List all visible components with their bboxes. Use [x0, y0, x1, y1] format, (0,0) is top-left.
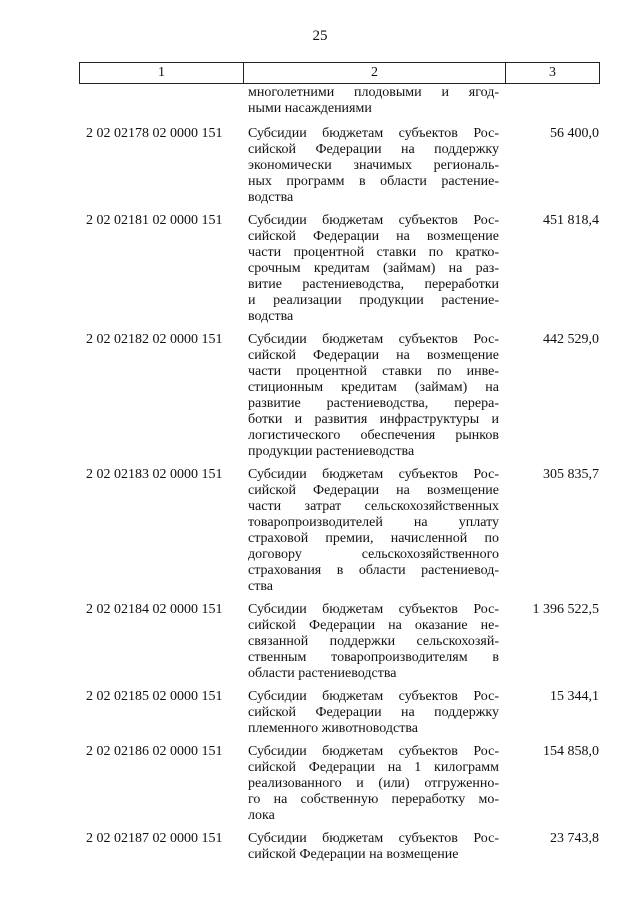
- description-line: логистического обеспечения рынков: [248, 428, 499, 443]
- description-line: страхования в области растениевод-: [248, 563, 499, 578]
- budget-code: [79, 85, 243, 117]
- description-line: сийской Федерации на поддержку: [248, 142, 499, 157]
- description-line: развитие растениеводства, перера-: [248, 396, 499, 411]
- budget-code: 2 02 02182 02 0000 151: [86, 332, 223, 347]
- description-line: срочным кредитам (займам) на раз-: [248, 261, 499, 276]
- description-line: водства: [248, 190, 294, 205]
- budget-code: 2 02 02183 02 0000 151: [86, 467, 223, 482]
- amount: 451 818,4: [543, 213, 599, 228]
- table-row: [79, 467, 600, 595]
- description-line: Субсидии бюджетам субъектов Рос-: [248, 213, 499, 228]
- table-row: [79, 744, 600, 824]
- description-line: сийской Федерации на возмещение: [248, 483, 499, 498]
- description-line: го на собственную переработку мо-: [248, 792, 499, 807]
- description-line: договору сельскохозяйственного: [248, 547, 499, 562]
- amount: 56 400,0: [550, 126, 599, 141]
- description: [243, 332, 505, 460]
- amount: [505, 85, 600, 117]
- table-header: [79, 62, 600, 84]
- description: [243, 85, 505, 117]
- description-line: сийской Федерации на возмещение: [248, 229, 499, 244]
- description-line: части затрат сельскохозяйственных: [248, 499, 499, 514]
- budget-code: 2 02 02178 02 0000 151: [86, 126, 223, 141]
- description-line: ных программ в области растение-: [248, 174, 499, 189]
- description-line: сийской Федерации на 1 килограмм: [248, 760, 499, 775]
- budget-code: 2 02 02181 02 0000 151: [86, 213, 223, 228]
- description-line: сийской Федерации на возмещение: [248, 847, 459, 862]
- header-col-3: 3: [549, 65, 556, 80]
- budget-code: 2 02 02185 02 0000 151: [86, 689, 223, 704]
- header-col-2: 2: [244, 63, 506, 83]
- table-body: [79, 85, 600, 863]
- description-line: многолетними плодовыми и ягод-: [248, 85, 499, 100]
- description: [243, 213, 505, 325]
- description-line: ства: [248, 579, 273, 594]
- table-row: [79, 689, 600, 737]
- amount: 154 858,0: [543, 744, 599, 759]
- description-line: сийской Федерации на поддержку: [248, 705, 499, 720]
- description: [243, 602, 505, 682]
- description-line: страховой премии, начисленной по: [248, 531, 499, 546]
- description: [243, 831, 505, 863]
- description: [243, 744, 505, 824]
- description-line: ственным товаропроизводителям в: [248, 650, 499, 665]
- amount: 23 743,8: [550, 831, 599, 846]
- description-line: витие растениеводства, переработки: [248, 277, 499, 292]
- table-row: [79, 85, 600, 117]
- amount: 1 396 522,5: [532, 602, 599, 617]
- description-line: сийской Федерации на возмещение: [248, 348, 499, 363]
- page-number: 25: [312, 28, 328, 44]
- header-col-1: 1: [80, 63, 244, 83]
- description-line: сийской Федерации на оказание не-: [248, 618, 499, 633]
- description-line: ботки и развития инфраструктуры и: [248, 412, 499, 427]
- amount: 15 344,1: [550, 689, 599, 704]
- description-line: стиционным кредитам (займам) на: [248, 380, 499, 395]
- budget-code: 2 02 02187 02 0000 151: [86, 831, 223, 846]
- budget-code: 2 02 02184 02 0000 151: [86, 602, 223, 617]
- description-line: части процентной ставки по инве-: [248, 364, 499, 379]
- description-line: продукции растениеводства: [248, 444, 415, 459]
- description-line: реализованного и (или) отгруженно-: [248, 776, 499, 791]
- table-row: [79, 332, 600, 460]
- table-row: [79, 213, 600, 325]
- description-line: Субсидии бюджетам субъектов Рос-: [248, 689, 499, 704]
- description: [243, 689, 505, 737]
- description-line: и реализации продукции растение-: [248, 293, 499, 308]
- table-row: [79, 602, 600, 682]
- description: [243, 126, 505, 206]
- description-line: Субсидии бюджетам субъектов Рос-: [248, 744, 499, 759]
- amount: 442 529,0: [543, 332, 599, 347]
- description-line: товаропроизводителей на уплату: [248, 515, 499, 530]
- table-row: [79, 126, 600, 206]
- description-line: ными насаждениями: [248, 101, 372, 116]
- description: [243, 467, 505, 595]
- description-line: Субсидии бюджетам субъектов Рос-: [248, 332, 499, 347]
- description-line: Субсидии бюджетам субъектов Рос-: [248, 126, 499, 141]
- description-line: Субсидии бюджетам субъектов Рос-: [248, 831, 499, 846]
- description-line: Субсидии бюджетам субъектов Рос-: [248, 602, 499, 617]
- description-line: Субсидии бюджетам субъектов Рос-: [248, 467, 499, 482]
- description-line: связанной поддержки сельскохозяй-: [248, 634, 499, 649]
- table-row: [79, 831, 600, 863]
- description-line: лока: [248, 808, 275, 823]
- description-line: экономически значимых региональ-: [248, 158, 499, 173]
- description-line: племенного животноводства: [248, 721, 418, 736]
- budget-code: 2 02 02186 02 0000 151: [86, 744, 223, 759]
- description-line: части процентной ставки по кратко-: [248, 245, 499, 260]
- description-line: водства: [248, 309, 294, 324]
- amount: 305 835,7: [543, 467, 599, 482]
- description-line: области растениеводства: [248, 666, 397, 681]
